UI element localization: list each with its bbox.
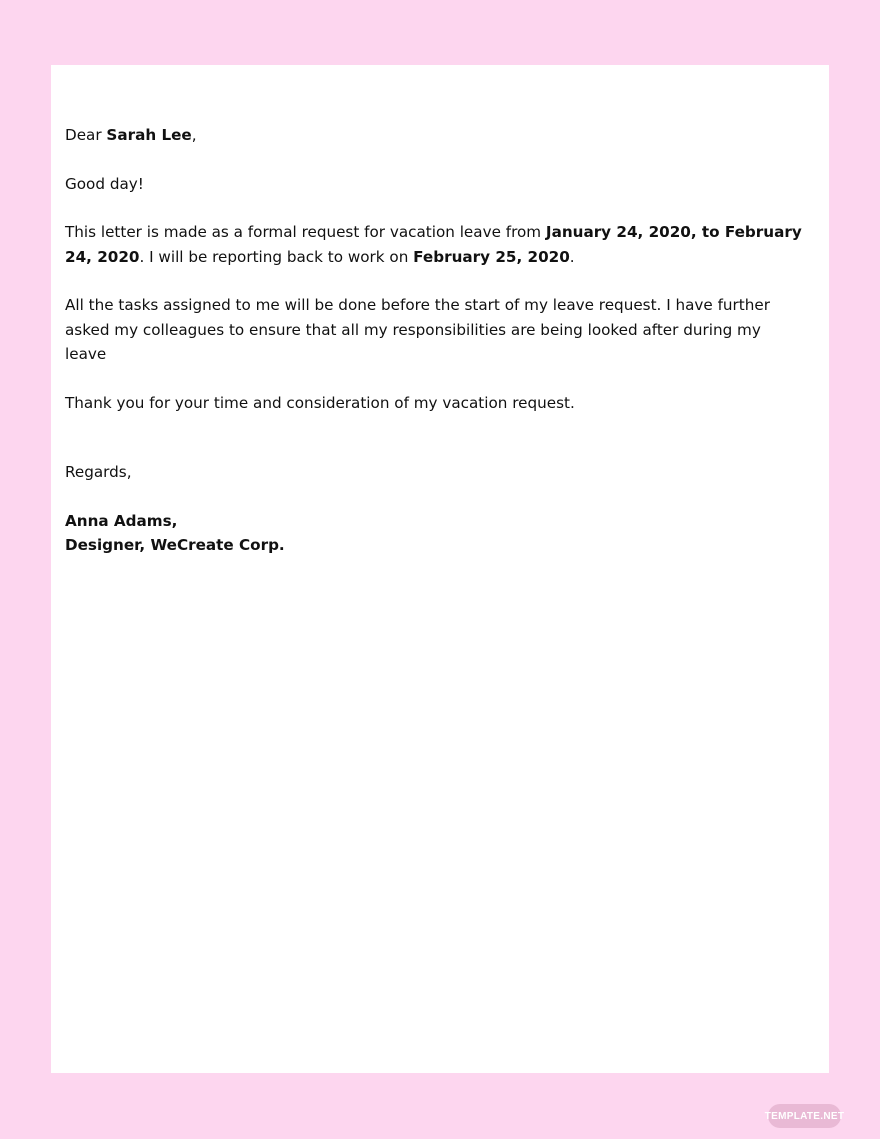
request-text-a: This letter is made as a formal request for vacation leave from: [65, 223, 546, 241]
letter-page: [51, 65, 829, 1073]
opener: Good day!: [65, 174, 144, 193]
request-text-c: .: [569, 247, 575, 266]
recipient-name: Sarah Lee: [106, 126, 192, 144]
leave-dates: January 24, 2020, to February 24, 2020: [65, 223, 802, 266]
salutation: [65, 123, 805, 148]
salutation-prefix: Dear: [65, 126, 107, 144]
return-date: February 25, 2020: [413, 247, 570, 266]
thanks-paragraph: Thank you for your time and consideration of my vacation request.: [65, 393, 575, 412]
request-paragraph: [65, 220, 805, 269]
watermark-badge: [764, 1104, 845, 1128]
closing: Regards,: [65, 463, 132, 481]
signature-block: [65, 509, 805, 558]
tasks-paragraph: All the tasks assigned to me will be done before the start of my leave request. I have further asked my colleagues to ensure that all my responsibilities are being looked after during my leave: [65, 296, 770, 363]
watermark-text: TEMPLATE.NET: [764, 1110, 845, 1122]
sender-title: Designer, WeCreate Corp.: [65, 536, 285, 554]
sender-name: Anna Adams,: [65, 511, 178, 530]
letter-body: [65, 123, 805, 558]
request-text-b: . I will be reporting back to work on: [139, 247, 414, 266]
salutation-suffix: ,: [191, 126, 197, 144]
